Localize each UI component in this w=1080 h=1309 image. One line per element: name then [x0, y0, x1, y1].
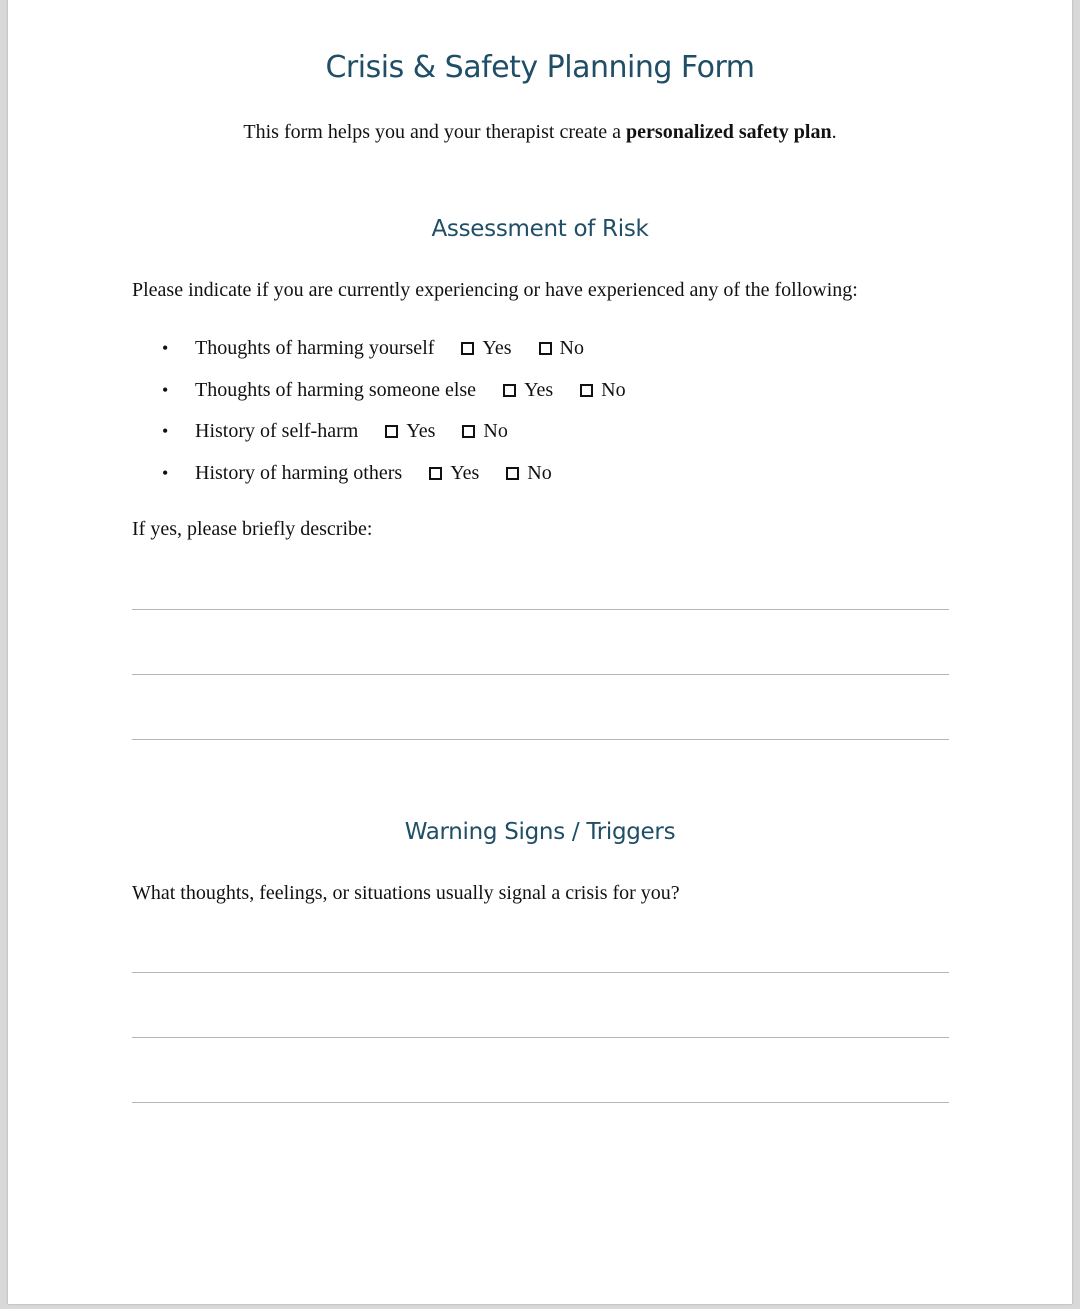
intro-bold-text: personalized safety plan: [626, 121, 832, 143]
risk-item-harm-others-history: [158, 453, 653, 495]
bullet-icon: •: [162, 338, 169, 359]
warning-heading: Warning Signs / Triggers: [404, 819, 676, 845]
yes-label: Yes: [482, 337, 512, 360]
risk-item-label: History of harming others: [195, 461, 403, 484]
yes-checkbox[interactable]: [461, 337, 511, 360]
risk-item-label: Thoughts of harming yourself: [195, 337, 435, 360]
checkbox-icon[interactable]: [429, 467, 442, 480]
bullet-icon: •: [162, 379, 169, 400]
intro-suffix: .: [831, 121, 837, 143]
checkbox-icon[interactable]: [385, 425, 398, 438]
yes-checkbox[interactable]: [429, 462, 479, 485]
no-label: No: [559, 337, 584, 360]
checkbox-icon[interactable]: [539, 342, 552, 355]
no-label: No: [527, 461, 552, 484]
checkbox-icon[interactable]: [506, 467, 519, 480]
checkbox-icon[interactable]: [461, 342, 474, 355]
yes-label: Yes: [450, 461, 480, 484]
no-checkbox[interactable]: [506, 462, 551, 485]
form-title: Crisis & Safety Planning Form: [325, 50, 755, 85]
bullet-icon: •: [162, 462, 169, 483]
warning-line-3[interactable]: [132, 1102, 949, 1103]
risk-item-label: History of self-harm: [195, 420, 359, 443]
checkbox-icon[interactable]: [503, 384, 516, 397]
form-intro: [8, 121, 1072, 144]
bullet-icon: •: [162, 421, 169, 442]
assessment-heading: Assessment of Risk: [431, 216, 649, 242]
risk-checklist: [158, 328, 653, 494]
yes-label: Yes: [406, 420, 436, 443]
no-checkbox[interactable]: [539, 337, 584, 360]
describe-line-2[interactable]: [132, 674, 949, 675]
yes-checkbox[interactable]: [385, 420, 435, 443]
describe-line-3[interactable]: [132, 739, 949, 740]
risk-item-self-harm-history: [158, 411, 653, 453]
yes-label: Yes: [524, 378, 554, 401]
warning-line-1[interactable]: [132, 972, 949, 973]
no-label: No: [483, 420, 508, 443]
no-label: No: [601, 378, 626, 401]
warning-question: What thoughts, feelings, or situations usually signal a crisis for you?: [132, 882, 680, 904]
describe-prompt: If yes, please briefly describe:: [132, 518, 373, 540]
yes-checkbox[interactable]: [503, 379, 553, 402]
risk-item-label: Thoughts of harming someone else: [195, 378, 477, 401]
warning-line-2[interactable]: [132, 1037, 949, 1038]
risk-item-harm-self: [158, 328, 653, 370]
describe-line-1[interactable]: [132, 609, 949, 610]
no-checkbox[interactable]: [462, 420, 507, 443]
intro-text: This form helps you and your therapist create a: [243, 121, 627, 143]
checkbox-icon[interactable]: [462, 425, 475, 438]
no-checkbox[interactable]: [580, 379, 625, 402]
checkbox-icon[interactable]: [580, 384, 593, 397]
assessment-instruction: Please indicate if you are currently experiencing or have experienced any of the following:: [132, 279, 858, 301]
risk-item-harm-others-thoughts: [158, 370, 653, 412]
document-page: [8, 0, 1072, 1304]
